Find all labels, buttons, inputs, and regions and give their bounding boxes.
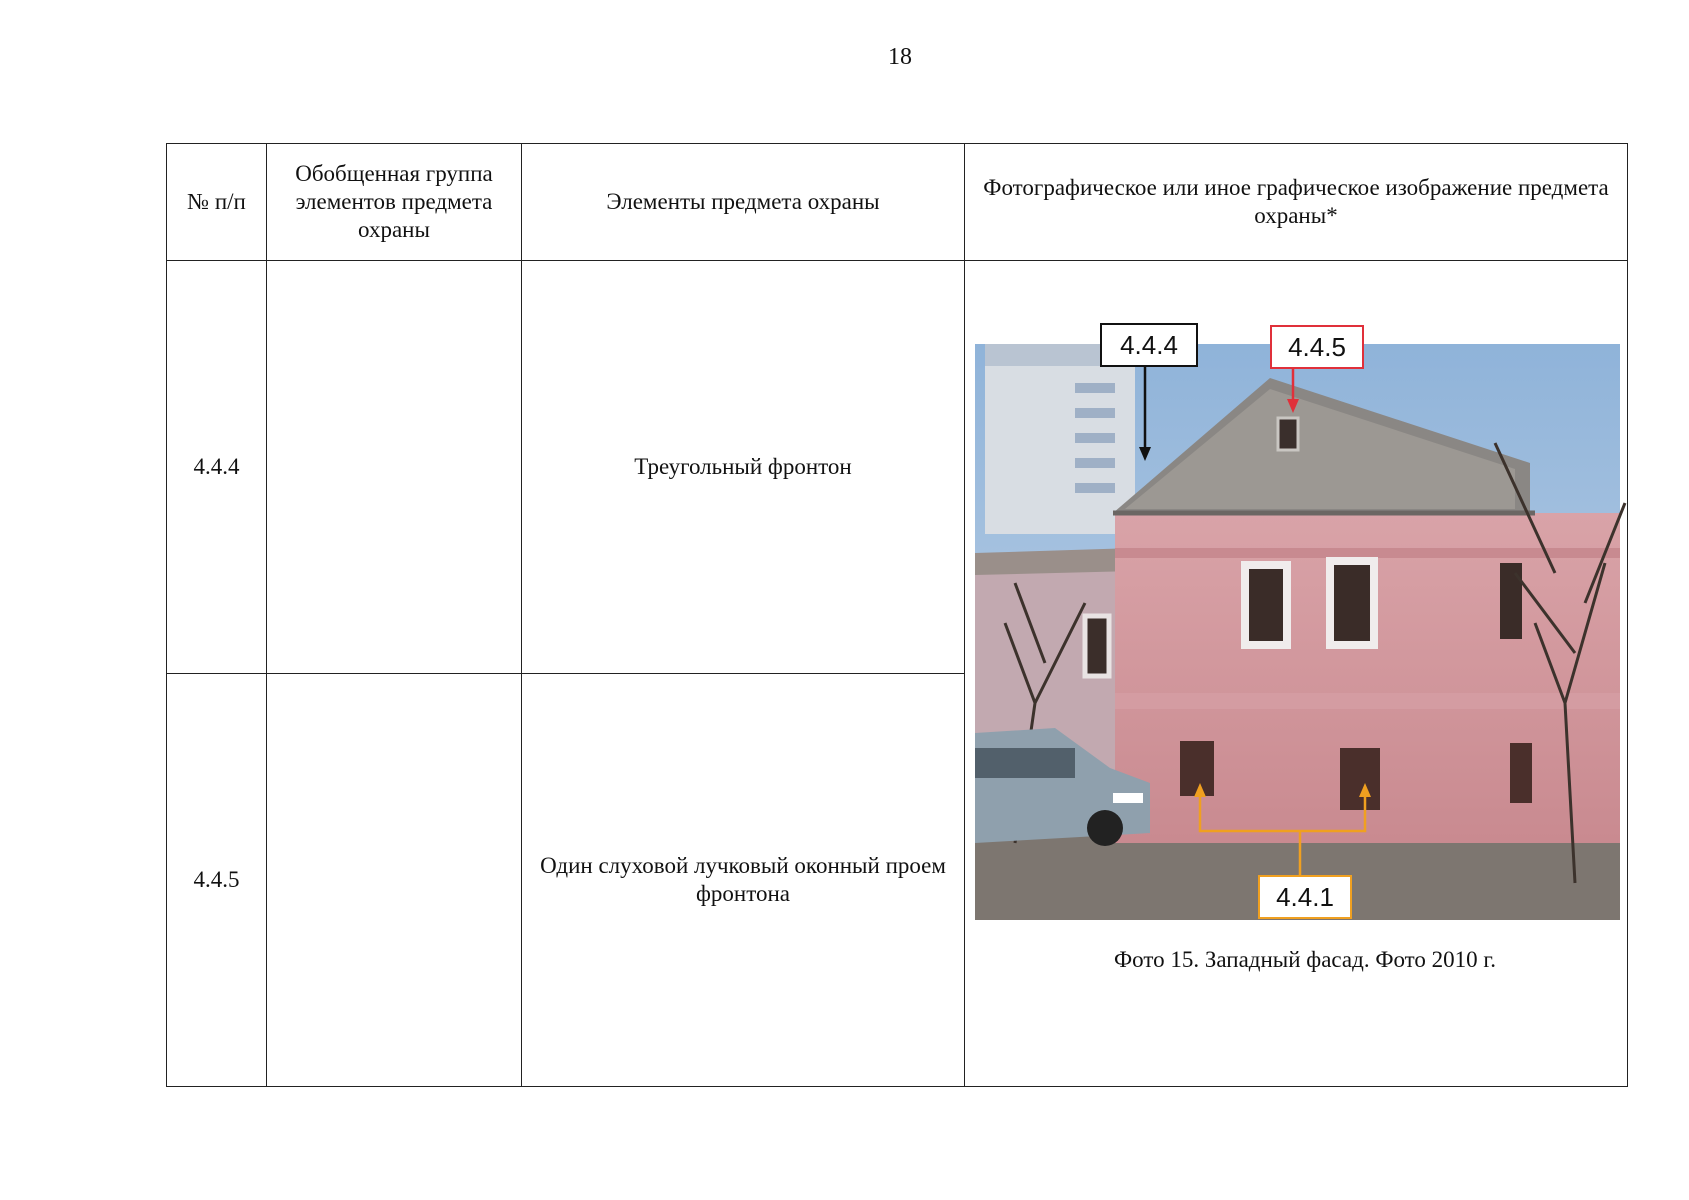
callout-4-4-1: 4.4.1 (1258, 875, 1352, 919)
header-elements: Элементы предмета охраны (522, 144, 965, 261)
row-group (267, 674, 522, 1087)
callout-4-4-4: 4.4.4 (1100, 323, 1198, 367)
row-number: 4.4.5 (167, 674, 267, 1087)
header-number: № п/п (167, 144, 267, 261)
building-photo (975, 323, 1635, 933)
callout-4-4-5: 4.4.5 (1270, 325, 1364, 369)
header-group: Обобщенная группа элементов предмета охраны (267, 144, 522, 261)
table-header-row (167, 144, 1628, 261)
page-number: 18 (888, 44, 912, 70)
row-element: Треугольный фронтон (522, 261, 965, 674)
row-group (267, 261, 522, 674)
photo-figure (975, 323, 1635, 972)
protection-elements-table (166, 143, 1628, 1087)
header-image: Фотографическое или иное графическое изображение предмета охраны* (965, 144, 1628, 261)
table-row (167, 261, 1628, 674)
row-number: 4.4.4 (167, 261, 267, 674)
row-element: Один слуховой лучковый оконный проем фронтона (522, 674, 965, 1087)
photo-cell (965, 261, 1628, 1087)
photo-caption: Фото 15. Западный фасад. Фото 2010 г. (1113, 947, 1497, 972)
